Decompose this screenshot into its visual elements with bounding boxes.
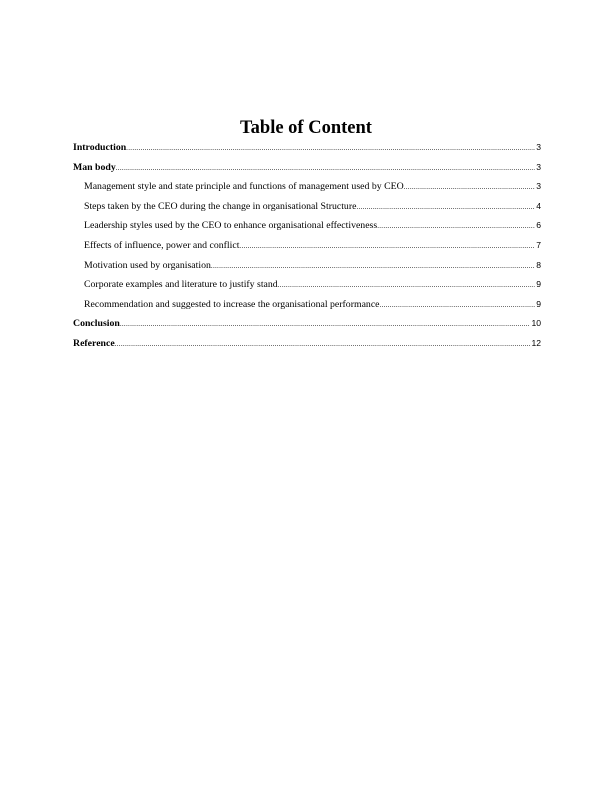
toc-page-number[interactable]: 3	[536, 142, 541, 152]
dot-leader	[126, 141, 535, 155]
toc-entry-effects-of-influence[interactable]	[73, 238, 541, 258]
toc-entry-steps-taken[interactable]	[73, 199, 541, 219]
dot-leader	[377, 219, 535, 233]
dot-leader	[380, 298, 536, 312]
toc-entry-label[interactable]: Leadership styles used by the CEO to enhance organisational effectiveness	[84, 220, 378, 232]
toc-page-number[interactable]: 9	[536, 298, 541, 309]
dot-leader	[115, 337, 531, 351]
toc-page-number[interactable]: 10	[531, 318, 541, 329]
toc-page-number[interactable]: 7	[536, 239, 541, 250]
dot-leader	[211, 259, 535, 273]
toc-entry-label[interactable]: Steps taken by the CEO during the change in organisational Structure	[84, 200, 357, 212]
toc-entry-conclusion[interactable]	[73, 316, 541, 336]
toc-page-number[interactable]: 3	[536, 181, 541, 192]
toc-entry-label[interactable]: Corporate examples and literature to justify stand	[84, 279, 278, 291]
dot-leader	[116, 161, 535, 175]
toc-entry-reference[interactable]	[73, 336, 541, 356]
toc-entry-introduction[interactable]	[73, 140, 541, 160]
toc-entry-label[interactable]: Motivation used by organisation	[84, 259, 211, 271]
dot-leader	[239, 239, 535, 253]
toc-entry-corporate-examples[interactable]	[73, 277, 541, 297]
toc-page-number[interactable]: 3	[536, 161, 541, 172]
toc-entry-motivation[interactable]	[73, 258, 541, 278]
dot-leader	[404, 180, 536, 194]
toc-entry-label[interactable]: Effects of influence, power and conflict	[84, 239, 240, 251]
toc-page-number[interactable]: 12	[531, 337, 541, 348]
dot-leader	[356, 200, 535, 214]
toc-page-number[interactable]: 9	[536, 279, 541, 290]
dot-leader	[278, 278, 536, 292]
dot-leader	[120, 317, 531, 331]
toc-entry-recommendation[interactable]	[73, 297, 541, 317]
toc-entry-label[interactable]: Introduction	[73, 142, 127, 153]
toc-page-number[interactable]: 4	[536, 200, 541, 211]
toc-page-number[interactable]: 6	[536, 220, 541, 231]
toc-entry-label[interactable]: Management style and state principle and functions of management used by CEO	[84, 181, 404, 193]
toc-entry-label[interactable]: Conclusion	[73, 318, 120, 330]
page-title: Table of Content	[240, 118, 372, 138]
toc-entry-management-style[interactable]	[73, 179, 541, 199]
toc-entry-label[interactable]: Reference	[73, 337, 115, 349]
toc-entry-leadership-styles[interactable]	[73, 218, 541, 238]
toc-entry-label[interactable]: Recommendation and suggested to increase the organisational performance	[84, 298, 380, 310]
toc-page-number[interactable]: 8	[536, 259, 541, 270]
table-of-contents	[73, 140, 541, 356]
toc-entry-man-body[interactable]	[73, 160, 541, 180]
toc-entry-label[interactable]: Man body	[73, 161, 116, 173]
